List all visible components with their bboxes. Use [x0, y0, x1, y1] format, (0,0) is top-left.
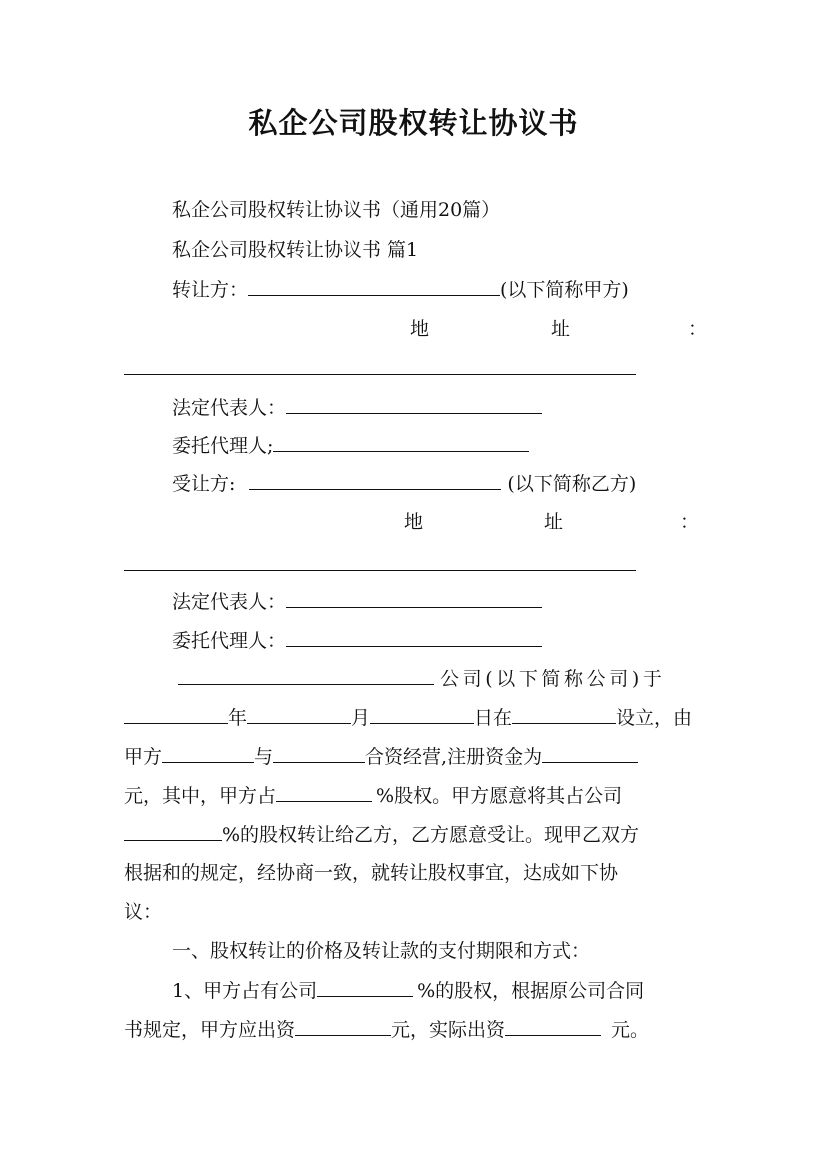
contribution-blank	[295, 1015, 391, 1036]
document-title: 私企公司股权转让协议书	[248, 106, 579, 140]
month-blank	[247, 703, 351, 724]
transfer-text: %的股权转让给乙方，乙方愿意受让。现甲乙双方	[222, 824, 640, 846]
day-label: 日在	[474, 707, 513, 729]
address-char-1: 地	[410, 318, 430, 340]
jv-label: 合资经营,注册资金为	[365, 746, 543, 768]
transferor-blank	[248, 275, 500, 296]
place-blank	[512, 703, 616, 724]
item-1-text-b: %的股权，根据原公司合同	[417, 980, 645, 1002]
address-colon-2: ：	[680, 511, 700, 533]
share-blank	[276, 781, 372, 802]
address-char-3: 地	[404, 511, 424, 533]
company-name-blank	[178, 664, 434, 685]
actual-contribution-blank	[505, 1015, 601, 1036]
section-1-heading: 一、股权转让的价格及转让款的支付期限和方式：	[172, 940, 591, 962]
item-1-line-2	[124, 1015, 649, 1044]
legal-rep-blank-1	[286, 393, 542, 414]
para-line-7: 议：	[124, 901, 163, 923]
partner-blank	[273, 742, 365, 763]
transferor-label: 转让方：	[172, 279, 249, 301]
capital-blank	[542, 742, 638, 763]
para-line-1	[178, 664, 665, 693]
item-1-text-a: 1、甲方占有公司	[172, 980, 318, 1002]
item-1-text-e: 元。	[611, 1019, 650, 1041]
legal-rep-line-2	[172, 587, 542, 616]
month-label: 月	[351, 707, 371, 729]
party-a-label: 甲方	[124, 746, 163, 768]
agent-line-1	[172, 431, 529, 460]
address-char-4: 址	[544, 511, 564, 533]
day-blank	[370, 703, 474, 724]
established-label: 设立，由	[616, 707, 693, 729]
transfer-pct-blank	[124, 820, 222, 841]
agent-blank-2	[286, 626, 542, 647]
intro-line: 私企公司股权转让协议书（通用20篇）	[172, 199, 501, 221]
address-colon: ：	[688, 318, 708, 340]
transferee-blank	[249, 469, 501, 490]
and-label: 与	[254, 746, 274, 768]
legal-rep-blank-2	[286, 587, 542, 608]
year-label: 年	[228, 707, 248, 729]
para-company-text: 公司(以下简称公司)于	[440, 668, 666, 690]
legal-rep-label-1: 法定代表人：	[172, 397, 287, 419]
address-blank-2	[124, 570, 636, 571]
para-line-3	[124, 742, 638, 771]
item-1-pct-blank	[317, 976, 413, 997]
transferee-line	[172, 469, 636, 498]
legal-rep-line-1	[172, 393, 542, 422]
item-1-line-1	[172, 976, 644, 1005]
para-line-6: 根据和的规定，经协商一致，就转让股权事宜，达成如下协	[124, 862, 619, 884]
transferor-suffix: (以下简称甲方)	[500, 279, 629, 301]
party-a-blank	[162, 742, 254, 763]
para-line-2	[124, 703, 692, 732]
item-1-text-d: 元，实际出资	[391, 1019, 506, 1041]
para-line-4	[124, 781, 622, 810]
agent-line-2	[172, 626, 542, 655]
item-1-text-c: 书规定，甲方应出资	[124, 1019, 296, 1041]
agent-label-2: 委托代理人：	[172, 630, 287, 652]
agent-label-1: 委托代理人;	[172, 435, 274, 457]
transferor-line	[172, 275, 629, 304]
para-line-5	[124, 820, 639, 849]
year-blank	[124, 703, 228, 724]
legal-rep-label-2: 法定代表人：	[172, 591, 287, 613]
transferee-label: 受让方:	[172, 473, 236, 495]
address-char-2: 址	[551, 318, 571, 340]
agent-blank-1	[273, 431, 529, 452]
pct-label: %股权。甲方愿意将其占公司	[376, 785, 623, 807]
address-blank-1	[124, 374, 636, 375]
section-label: 私企公司股权转让协议书 篇1	[172, 239, 419, 261]
yuan-label: 元，其中，甲方占	[124, 785, 277, 807]
transferee-suffix: (以下简称乙方)	[507, 473, 637, 495]
